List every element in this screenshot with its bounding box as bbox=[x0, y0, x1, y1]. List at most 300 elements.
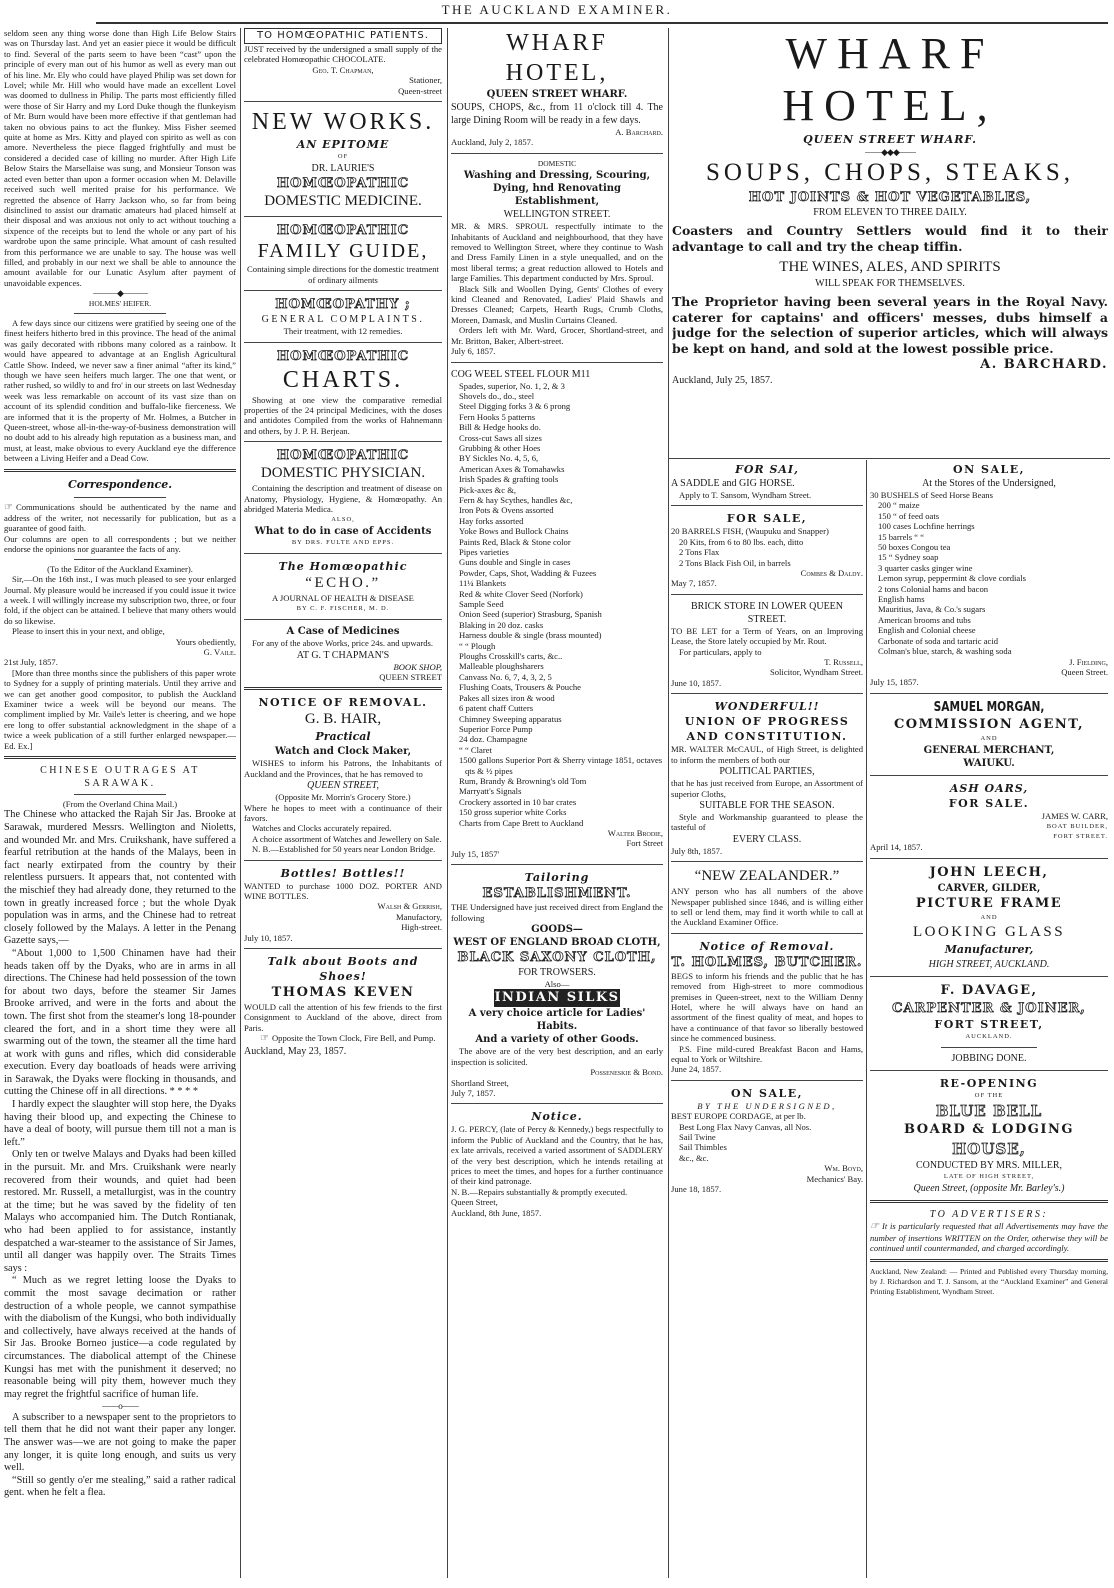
paragraph: Please to insert this in your next, and oblige, bbox=[12, 626, 165, 637]
list-item: Rum, Brandy & Browning's old Tom bbox=[459, 775, 587, 786]
divider-rule bbox=[74, 497, 167, 498]
list-item: Best Long Flax Navy Canvas, all Nos. bbox=[679, 1121, 812, 1132]
paragraph-text: It is particularly requested that all Advertisements may have the number of insertions WRITTEN on the Order, otherwise they will be continued until countermanded, and charged accordingly. bbox=[870, 1221, 1108, 1254]
column-divider bbox=[240, 28, 241, 1578]
dateline: 21st July, 1857. bbox=[4, 657, 58, 668]
ad-headline: TO HOMŒOPATHIC PATIENTS. bbox=[244, 28, 442, 44]
list-item: 150 “ of feed oats bbox=[878, 510, 940, 521]
list-item: 50 boxes Congou tea bbox=[878, 542, 951, 553]
heading: BOARD & LODGING bbox=[904, 1121, 1074, 1137]
heading: WAIUKU. bbox=[963, 758, 1015, 770]
heading: ASH OARS, bbox=[949, 782, 1029, 796]
paragraph: Black Silk and Woollen Dying, Gents' Clothes of every kind Cleaned and Renovated, Ladies' Plaid Shawls and Dresses Cleaned; Carpets, Hearth Rugs, Crumb Cloths, Moreen, Damask, and Muslin Curtains Cleaned. bbox=[451, 283, 663, 325]
heading: ON SALE, bbox=[731, 1086, 803, 1100]
list-item: “ “ Plough bbox=[459, 640, 496, 651]
heading: HOMŒOPATHIC bbox=[276, 176, 410, 192]
paragraph: SOUPS, CHOPS, &c., from 11 o'clock till 4. The large Dining Room will be ready in a few days. bbox=[451, 102, 663, 126]
heading: A very choice article for Ladies' Habits. bbox=[468, 1008, 646, 1033]
list-item: English hams bbox=[878, 594, 925, 605]
heading: F. DAVAGE, bbox=[940, 983, 1038, 999]
heading: ESTABLISHMENT. bbox=[482, 886, 632, 902]
signature-line: BOAT BUILDER, bbox=[1046, 822, 1108, 830]
list-item: Ploughs Crosskill's carts, &c.. bbox=[459, 651, 563, 662]
heading: POLITICAL PARTIES, bbox=[719, 766, 815, 778]
heading: DR. LAURIE'S bbox=[311, 163, 375, 175]
dateline: COG WEEL STEEL FLOUR M11 bbox=[451, 368, 591, 380]
heading: AUCKLAND. bbox=[965, 1033, 1013, 1041]
list-item: 200 “ maize bbox=[878, 500, 920, 511]
list-item: Powder, Caps, Shot, Wadding & Fuzees bbox=[459, 567, 597, 578]
signature-line: A. Barchard. bbox=[615, 127, 663, 137]
divider-rule bbox=[671, 933, 863, 934]
heading: SOUPS, CHOPS, STEAKS, bbox=[705, 159, 1075, 187]
list-item: 2 tons Colonial hams and bacon bbox=[878, 583, 989, 594]
list-item: Marryatt's Signals bbox=[459, 786, 522, 797]
divider-rule bbox=[870, 775, 1108, 776]
paragraph: JUST received by the undersigned a small supply of the celebrated Homœopathic CHOCOLATE. bbox=[244, 44, 442, 65]
heading: G. B. HAIR, bbox=[304, 711, 382, 728]
list-item: Hay forks assorted bbox=[459, 515, 524, 526]
dateline: June 24, 1857. bbox=[671, 1064, 722, 1075]
heading: LOOKING GLASS bbox=[912, 924, 1066, 941]
heading: THOMAS KEVEN bbox=[271, 985, 415, 1001]
divider-rule bbox=[4, 756, 236, 759]
list-item: 100 cases Lochfine herrings bbox=[878, 521, 975, 532]
paragraph bbox=[4, 502, 236, 534]
signature-line: J. Fielding, bbox=[1069, 656, 1108, 667]
signature-line: QUEEN STREET bbox=[379, 671, 442, 682]
dateline: Queen Street, bbox=[451, 1197, 498, 1208]
divider-rule bbox=[451, 864, 663, 865]
paragraph: Showing at one view the comparative remedial properties of the 24 principal Medicines, with the doses and antidotes Compiled from the works of Hahnemann and others, by J. P. H. Berjean. bbox=[244, 394, 442, 436]
list-item: Flushing Coats, Trousers & Pouche bbox=[459, 682, 581, 693]
list-item: American brooms and tubs bbox=[878, 614, 971, 625]
dateline: July 8th, 1857. bbox=[671, 845, 723, 856]
list-item: Red & white Clover Seed (Norfork) bbox=[459, 588, 583, 599]
heading: BRICK STORE IN LOWER QUEEN STREET. bbox=[690, 600, 844, 625]
list-item: Canvass No. 6, 7, 4, 3, 2, 5 bbox=[459, 671, 552, 682]
divider-rule bbox=[74, 313, 167, 314]
paragraph: “ Much as we regret letting loose the Dyaks to commit the most savage decimation or rather destruction of a whole people, we cannot sympathise with the diabolism of the Kungsi, who both individually and collectively, have always received at the hands of Sir Jas. Brooke Borneo justice—a code regulated by circumstances. The diabolical attempt of the Chinese Kungsi has met with the punishment it deserved; no reasonable being will pity them, however much they may regret the frightful sacrifice of human life. bbox=[4, 1275, 236, 1400]
divider-rule bbox=[870, 1259, 1108, 1262]
heading: QUEEN STREET WHARF. bbox=[486, 89, 628, 100]
signature-line: Queen Street. bbox=[1061, 666, 1108, 677]
dateline: July 7, 1857. bbox=[451, 1088, 496, 1099]
heading: (From the Overland China Mail.) bbox=[62, 799, 178, 809]
list-item: Grubbing & other Hoes bbox=[459, 442, 541, 453]
signature-line: FORT STREET. bbox=[1053, 832, 1108, 840]
paragraph: J. G. PERCY, (late of Percy & Kennedy,) begs respectfully to inform the Public of Auckland and the Country, that he has, ex late arrivals, received a varied assortment of SADDLERY of the very best description, which he intends retailing at prices to meet the times, and hopes for a further continuance of their kind patronage. bbox=[451, 1124, 663, 1187]
ad-headline: WHARF HOTEL, bbox=[505, 30, 609, 86]
heading: FORT STREET, bbox=[934, 1018, 1044, 1032]
list-item: Lemon syrup, peppermint & clove cordials bbox=[878, 573, 1026, 584]
ad-headline: NEW WORKS. bbox=[251, 109, 435, 136]
item-list bbox=[671, 537, 863, 568]
signature-line: Posseneskie & Bond. bbox=[590, 1067, 663, 1078]
paragraph: “About 1,000 to 1,500 Chinamen have had their heads taken off by the Dyaks, who are in arms in all directions. The Chinese had held possession of the town for about two days, before the steamer Sir James Brooke arrived, and were in the forts and about the town. The first shot from the steamer's long 18-pounder cleared the fort, and in a short time they were all swarming out of the town, the steamer all the time hard at work with guns and rifles, which did considerable execution. Every day boatloads of heads were arriving in Sarawak, the Dyaks were flocking in thousands, and cutting the Chinese off in all directions. * * * * bbox=[4, 947, 236, 1098]
heading: BY C. F. FISCHER, M. D. bbox=[296, 604, 390, 612]
heading: HOT JOINTS & HOT VEGETABLES, bbox=[748, 190, 1032, 206]
paragraph: For particulars, apply to bbox=[679, 646, 762, 657]
list-item: Iron Pots & Ovens assorted bbox=[459, 505, 554, 516]
heading: EVERY CLASS. bbox=[732, 833, 802, 845]
paragraph: I hardly expect the slaughter will stop here, the Dyaks having their blood up, and expecting the Chinese to have a deal of booty, will pursue them till not a man is left.” bbox=[4, 1099, 236, 1148]
divider-rule bbox=[870, 1200, 1108, 1203]
wharf-hotel-advertisement bbox=[672, 28, 1108, 458]
heading: Watch and Clock Maker, bbox=[274, 746, 412, 758]
list-item: Shovels do., do., steel bbox=[459, 390, 535, 401]
paragraph: A few days since our citizens were gratified by seeing one of the finest heifers hitherto bred in this province. The head of the animal was gaily decorated with ribbons many colored as a rainbow. It would have appeared to advantage at an English Agricultural Cattle Show. Indeed, we never saw a finer animal “after its kind,” though we have seen heifers much larger. The one that went, or rather rushed, so wildly to and fro' in our streets on last Wednesday week was less remarkable on account of its vast size than on account of its splendid condition and buffalo-like fierceness. We are informed that it is the property of Mr. Holmes, a Butcher in Queen-street, whose all-in-the-way-of-business demonstration will no doubt add to his already high reputation as a business man, and must, at least, make obvious to every Auckland eye the difference between a Living Heifer and a Dead Cow. bbox=[4, 317, 236, 464]
column-divider bbox=[447, 28, 448, 1578]
heading: Queen Street, (opposite Mr. Barley's.) bbox=[913, 1183, 1065, 1195]
paragraph: WANTED to purchase 1000 DOZ. PORTER AND WINE BOTTLES. bbox=[244, 880, 442, 901]
list-item: 1500 gallons Superior Port & Sherry vintage 1851, octaves qts & ½ pipes bbox=[459, 755, 663, 776]
heading: (Opposite Mr. Morrin's Grocery Store.) bbox=[275, 792, 411, 803]
heading: OF bbox=[337, 153, 349, 161]
divider-rule bbox=[244, 948, 442, 949]
paragraph: seldom seen any thing worse done than High Life Below Stairs was on Thursday last. And yet an easier piece it would be difficult to find. Several of the parts seem to have been “cast” upon the principle of every man out of his humor as well as every man out of his line. Mr. Ely who could have played Philip was set down for Lovel; while Mr. Hill who would have made an excellent Lovel was doomed to dullness in Philip. The parts most efficiently filled were those of Sir Harry and my Lord Duke though the flunkeyism of Mr. Burn would have been more effective if that gentleman had taken no obvious pains to act the flunkey. Miss Fisher seemed quite at home as Mrs. Kitty and played con spirito as well as con amore. Nevertheless the piece flagged frightfully and must be considered a decided case of killing no murder. After High Life Below Stairs the Marsellaise was sung, and Monsieur Tonson was acted even better than upon a former occasion when M. Delaville received such well merited praise for his performance. We regretted the absence of Harry Jackson who, so far from being disinclined to assist our dramatic amateurs had placed himself at their disposal and was anxious not only to act without touching a sixpence of the receipts but to lend the whole or any part of his wardrobe upon the same principle. What amount of cash resulted from this performance we are unable to say. The house was well filled, and probably in our next we shall be able to announce the amount available for our Lunatic Asylum after payment of unavoidable expences. bbox=[4, 28, 236, 288]
dateline: Auckland, July 2, 1857. bbox=[451, 137, 534, 148]
heading: CHARTS. bbox=[282, 366, 404, 393]
masthead-title: THE AUCKLAND EXAMINER. bbox=[441, 2, 673, 17]
heading: HOMŒOPATHY ; bbox=[275, 297, 411, 313]
paragraph: TO BE LET for a Term of Years, on an Improving Lease, the Store lately occupied by Mr. Rout. bbox=[671, 625, 863, 647]
list-item: Fern & hay Scythes, handles &c, bbox=[459, 494, 573, 505]
heading: Containing simple directions for the domestic treatment of ordinary ailments bbox=[247, 264, 439, 285]
heading: Also— bbox=[544, 979, 570, 989]
dateline: May 7, 1857. bbox=[671, 578, 717, 589]
paragraph: The above are of the very best description, and an early inspection is solicited. bbox=[451, 1046, 663, 1067]
paragraph: BEGS to inform his friends and the public that he has removed from High-street to more commodious premises in Queen-street, next to the William Denny Hotel, where he will always have on hand an assortment of the finest quality of meat, and hopes to have a continuance of that favor so liberally bestowed since he commenced business. bbox=[671, 970, 863, 1044]
paragraph: ANY person who has all numbers of the above Newspaper published since 1846, and is willing either to sell or lend them, may find it worth while to call at the Auckland Examiner Office. bbox=[671, 886, 863, 928]
paragraph bbox=[870, 1221, 1108, 1253]
ad-divider bbox=[668, 458, 1110, 459]
heading: And a variety of other Goods. bbox=[475, 1034, 639, 1046]
signature-line: Solicitor, Wyndham Street. bbox=[769, 667, 863, 678]
list-item: Harness double & single (brass mounted) bbox=[459, 630, 602, 641]
signature-line: JAMES W. CARR, bbox=[1041, 811, 1108, 822]
dateline: June 10, 1857. bbox=[671, 677, 722, 688]
paragraph: BEST EUROPE CORDAGE, at per lb. bbox=[671, 1111, 806, 1122]
ornament-divider: ——o—— bbox=[102, 1401, 138, 1412]
list-item: Fern Hooks 5 patterns bbox=[459, 411, 536, 422]
divider-rule bbox=[870, 693, 1108, 694]
paragraph-text: Communications should be authenticated by the name and address of the writer, not necessarily for publication, but as a guarantee of good faith. bbox=[4, 501, 236, 534]
heading: Washing and Dressing, Scouring, Dying, hnd Renovating Establishment, bbox=[463, 170, 651, 208]
signature-line: Walter Brodie, bbox=[607, 827, 663, 838]
list-item: American Axes & Tomahawks bbox=[459, 463, 565, 474]
heading: A Case of Medicines bbox=[286, 626, 400, 638]
list-item: Guns double and Single in cases bbox=[459, 557, 571, 568]
divider-rule bbox=[74, 559, 167, 560]
divider-rule bbox=[244, 687, 442, 690]
list-item: Sample Seed bbox=[459, 599, 504, 610]
list-item: Colman's blue, starch, & washing soda bbox=[878, 646, 1012, 657]
paragraph: A choice assortment of Watches and Jewellery on Sale. bbox=[252, 833, 442, 844]
signature-line: A. BARCHARD. bbox=[980, 357, 1108, 373]
heading: HOMŒOPATHIC bbox=[276, 223, 410, 239]
paragraph: MR. WALTER McCAUL, of High Street, is delighted to inform the members of both our bbox=[671, 744, 863, 765]
dateline: Auckland, 8th June, 1857. bbox=[451, 1207, 542, 1218]
ornament-divider: ——◆◆◆—— bbox=[865, 147, 915, 157]
signature-line: BOOK SHOP, bbox=[393, 661, 442, 672]
list-item: Malleable ploughsharers bbox=[459, 661, 544, 672]
divider-rule bbox=[451, 1103, 663, 1104]
paragraph: [More than three months since the publishers of this paper wrote to Sydney for a supply of printing materials. Until they arrive and we can get another good compositor, to publish the Auckland Examiner twice a week will be beyond our means. The compliment implied by Mr. Vaile's letter is cheering, and we hope ere long to offer substantial acknowledgment in the shape of a twice a week publication of a still further enlarged newspaper.—Ed. Ex.] bbox=[4, 667, 236, 751]
divider-rule bbox=[244, 619, 442, 620]
list-item: Blaking in 20 doz. casks bbox=[459, 619, 544, 630]
paragraph: WOULD call the attention of his few friends to the first Consignment to Auckland of the above, direct from Paris. bbox=[244, 1002, 442, 1033]
heading: RE-OPENING bbox=[939, 1076, 1039, 1090]
heading: JOBBING DONE. bbox=[951, 1052, 1027, 1064]
paragraph: The Chinese who attacked the Rajah Sir Jas. Brooke at Sarawak, murdered Messrs. Wellington and Nioletts, and wounded Mr. and Mrs. Cruikshank, have suffered a fearful retribution at the hands of the Malays, been in fact nearly extirpated from the country by their relentless pursuers. It appears that, not contented with the mischief they had already done, they returned to the town in greatly increased force ; but the whole Dyak population was in arms, and the Chinese had to retreat closely followed by the Malays. A letter in the Penang Gazette says,— bbox=[4, 809, 236, 947]
pointing-hand-icon: ☞ bbox=[4, 501, 13, 513]
list-item: Spades, superior, No. 1, 2, & 3 bbox=[459, 380, 565, 391]
heading: FOR SALE. bbox=[948, 797, 1030, 811]
divider-rule bbox=[941, 1047, 1036, 1048]
list-item: BY Sickles No. 4, 5, 6, bbox=[459, 453, 539, 464]
list-item: Paints Red, Black & Stone color bbox=[459, 536, 571, 547]
heading: The Homœopathic bbox=[278, 560, 408, 574]
divider-rule bbox=[244, 860, 442, 861]
divider-rule bbox=[671, 594, 863, 595]
list-item: “ “ Claret bbox=[459, 744, 492, 755]
paragraph: A subscriber to a newspaper sent to the proprietors to tell them that he did not want their paper any longer. The answer was—we are not going to make the paper any longer, it is quite long enough, and suits us very well. bbox=[4, 1411, 236, 1474]
list-item: Yoke Bows and Bullock Chains bbox=[459, 526, 569, 537]
heading: “ECHO.” bbox=[305, 575, 381, 592]
dateline: June 18, 1857. bbox=[671, 1184, 722, 1195]
heading: Manufacturer, bbox=[944, 943, 1034, 957]
heading: PICTURE FRAME bbox=[915, 895, 1063, 911]
heading: AT G. T CHAPMAN'S bbox=[296, 649, 390, 661]
list-item: Onion Seed (superior) Strasburg, Spanish bbox=[459, 609, 602, 620]
paragraph: Containing the description and treatment of disease on Anatomy, Physiology, Hygiene, & Homœopathy. An abridged Materia Medica. bbox=[244, 483, 442, 515]
paragraph: Only ten or twelve Malays and Dyaks had been killed in the pursuit. Mr. and Mrs. Cruikshank were nearly recovered from their wounds, and quiet had been restored. Mr. Russell, a metallurgist, was in the country at the time; but he was saved by the fidelity of ten Malays who accompanied him. The Dutch Rontianak, who had been applied to for assistance, instantly despatched a war-steamer to the assistance of Sir James, until all danger was happily over. The Straits Times says : bbox=[4, 1149, 236, 1274]
heading: HOMŒOPATHIC bbox=[276, 348, 410, 364]
paragraph: 30 BUSHELS of Seed Horse Beans bbox=[870, 490, 993, 500]
paragraph: P.S. Fine mild-cured Breakfast Bacon and Hams, equal to York or Wiltshire. bbox=[671, 1043, 863, 1064]
paragraph: 20 BARRELS FISH, (Waupuku and Snapper) bbox=[671, 526, 829, 537]
column-3-advertisements bbox=[451, 28, 663, 1584]
paragraph: For any of the above Works, price 24s. and upwards. bbox=[252, 638, 434, 649]
paragraph: Sir,—On the 16th inst., I was much pleased to see your enlarged Journal. My pleasure would be increased if you could issue it twice a week. I will willingly increase my subscription two, three, or four fold, if the object can be attained. I believe that many others would do so likewise. bbox=[4, 574, 236, 626]
divider-rule bbox=[451, 153, 663, 154]
heading: DOMESTIC PHYSICIAN. bbox=[260, 465, 426, 482]
divider-rule bbox=[870, 1070, 1108, 1071]
paragraph: WISHES to inform his Patrons, the Inhabitants of Auckland and the Provinces, that he has removed to bbox=[244, 758, 442, 779]
signature-line: High-street. bbox=[401, 922, 442, 933]
heading: QUEEN STREET WHARF. bbox=[803, 133, 977, 146]
ornament-divider: ———◆——— bbox=[93, 288, 147, 299]
paragraph: that he has just received from Europe, an Assortment of superior Cloths, bbox=[671, 778, 863, 799]
heading: HIGH STREET, AUCKLAND. bbox=[928, 959, 1050, 971]
column-divider bbox=[668, 28, 669, 1578]
heading: Talk about Boots and Shoes! bbox=[267, 955, 419, 984]
paragraph: Coasters and Country Settlers would find it to their advantage to call and try the cheap tiffin. bbox=[672, 223, 1108, 254]
pointing-hand-icon: ☞ bbox=[870, 1221, 879, 1233]
list-item: Bill & Hedge hooks do. bbox=[459, 422, 541, 433]
list-item: Pipes varieties bbox=[459, 547, 509, 557]
dateline: April 14, 1857. bbox=[870, 842, 923, 853]
masthead-rule bbox=[96, 22, 1108, 24]
divider-rule bbox=[451, 362, 663, 363]
heading: HOLMES' HEIFER. bbox=[88, 298, 152, 308]
signature-line: Stationer, bbox=[409, 75, 442, 86]
heading: AN EPITOME bbox=[296, 138, 390, 152]
divider-rule bbox=[74, 794, 167, 795]
heading: SUITABLE FOR THE SEASON. bbox=[699, 799, 835, 811]
signature-line: Wm. Boyd, bbox=[824, 1163, 863, 1174]
paragraph: Our columns are open to all correspondents ; but we neither endorse the opinions nor guarantee the facts of any. bbox=[4, 533, 236, 555]
heading: WILL SPEAK FOR THEMSELVES. bbox=[815, 278, 965, 290]
paragraph: “Still so gently o'er me stealing,” said a rather radical gent. when he felt a flea. bbox=[4, 1474, 236, 1499]
paragraph: Watches and Clocks accurately repaired. bbox=[252, 823, 392, 834]
heading: DOMESTIC MEDICINE. bbox=[264, 193, 422, 210]
heading: FAMILY GUIDE, bbox=[257, 240, 429, 263]
dateline: Auckland, July 25, 1857. bbox=[672, 375, 773, 387]
signature-line: Yours obediently, bbox=[175, 636, 236, 647]
ad-headline: NOTICE OF REMOVAL. bbox=[258, 696, 428, 710]
heading: CARPENTER & JOINER, bbox=[892, 1001, 1086, 1017]
heading: Practical bbox=[315, 730, 371, 744]
divider-rule bbox=[671, 505, 863, 506]
heading: BY THE UNDERSIGNED, bbox=[697, 1100, 837, 1111]
heading: HOMŒOPATHIC bbox=[276, 448, 410, 464]
heading: Bottles! Bottles!! bbox=[280, 866, 406, 880]
heading: CONDUCTED BY MRS. MILLER, bbox=[915, 1159, 1063, 1171]
paragraph: THE Undersigned have just received direct from England the following bbox=[451, 902, 663, 923]
list-item: Carbonate of soda and tartaric acid bbox=[878, 635, 999, 646]
divider-rule bbox=[244, 342, 442, 343]
section-heading-correspondence: Correspondence. bbox=[67, 477, 173, 491]
heading: Notice of Removal. bbox=[699, 939, 835, 953]
paragraph: Where he hopes to meet with a continuance of their favors. bbox=[244, 802, 442, 823]
pointing-hand-icon: ☞ bbox=[260, 1033, 269, 1045]
heading: GOODS— bbox=[531, 924, 583, 935]
ad-headline: WHARF HOTEL, bbox=[782, 29, 998, 130]
heading: AND bbox=[980, 913, 998, 921]
divider-rule bbox=[671, 1080, 863, 1081]
list-item: Pakes all sizes iron & wood bbox=[459, 692, 555, 703]
inverse-heading bbox=[451, 989, 663, 1007]
dateline: July 15, 1857. bbox=[870, 677, 919, 688]
list-item: English and Colonial cheese bbox=[878, 625, 976, 636]
heading: A JOURNAL OF HEALTH & DISEASE bbox=[272, 593, 414, 604]
list-item: Sail Twine bbox=[679, 1132, 716, 1143]
paragraph: N. B.—Repairs substantially & promptly executed. bbox=[451, 1186, 628, 1197]
list-item: 15 barrels “ “ bbox=[878, 531, 925, 542]
heading: WEST OF ENGLAND BROAD CLOTH, bbox=[453, 937, 661, 948]
item-list bbox=[671, 1122, 863, 1164]
heading: What to do in case of Accidents bbox=[254, 525, 432, 537]
heading: FOR SALE, bbox=[726, 512, 808, 526]
paragraph-text: Opposite the Town Clock, Fire Bell, and Pump. bbox=[271, 1033, 436, 1044]
list-item: Irish Spades & grafting tools bbox=[459, 474, 559, 485]
list-item: 150 gross superior white Corks bbox=[459, 807, 567, 818]
heading: BY DRS. FULTE AND EPPS. bbox=[291, 538, 395, 546]
list-item: Steel Digging forks 3 & 6 prong bbox=[459, 401, 571, 412]
heading: ALSO, bbox=[331, 515, 355, 523]
signature-line: Manufactory, bbox=[396, 911, 442, 922]
column-2-advertisements bbox=[244, 28, 442, 1584]
heading: JOHN LEECH, bbox=[929, 864, 1049, 880]
dateline: Shortland Street, bbox=[451, 1077, 509, 1088]
column-1-news bbox=[4, 28, 236, 1584]
list-item: 6 patent chaff Cutters bbox=[459, 703, 534, 714]
heading: Their treatment, with 12 remedies. bbox=[283, 326, 403, 337]
divider-rule bbox=[870, 976, 1108, 977]
heading: FOR TROWSERS. bbox=[518, 967, 596, 978]
heading: WELLINGTON STREET. bbox=[503, 209, 611, 221]
list-item: Crockery assorted in 10 bar crates bbox=[459, 796, 577, 807]
heading: SAMUEL MORGAN, bbox=[933, 699, 1045, 715]
list-item: Mauritius, Java, & Co.'s sugars bbox=[878, 604, 986, 615]
heading: THE WINES, ALES, AND SPIRITS bbox=[779, 259, 1001, 276]
paragraph bbox=[244, 1033, 442, 1044]
heading: FOR SAI, bbox=[735, 463, 799, 476]
list-item: Pick-axes &c &, bbox=[459, 484, 517, 495]
article-headline: CHINESE OUTRAGES AT SARAWAK. bbox=[40, 765, 200, 789]
heading: ON SALE, bbox=[953, 463, 1025, 476]
paragraph: Apply to T. Sansom, Wyndham Street. bbox=[679, 490, 812, 500]
list-item: Sail Thimbles bbox=[679, 1142, 727, 1153]
heading: CARVER, GILDER, bbox=[937, 882, 1041, 894]
item-list bbox=[451, 381, 663, 828]
list-item: 24 doz. Champagne bbox=[459, 734, 528, 745]
heading: OF THE bbox=[974, 1091, 1004, 1099]
inverse-heading-text: INDIAN SILKS bbox=[494, 990, 620, 1006]
paragraph: A SADDLE and GIG HORSE. bbox=[671, 478, 795, 489]
signature-line: Fort Street bbox=[626, 838, 663, 849]
list-item: Cross-cut Saws all sizes bbox=[459, 432, 542, 443]
heading: BLACK SAXONY CLOTH, bbox=[457, 950, 657, 965]
heading: “NEW ZEALANDER.” bbox=[694, 868, 840, 885]
list-item: 20 Kits, from 6 to 80 lbs. each, ditto bbox=[679, 536, 804, 547]
signature-line: G. Vaile. bbox=[203, 646, 236, 657]
heading: HOUSE, bbox=[952, 1139, 1026, 1158]
dateline: Auckland, May 23, 1857. bbox=[244, 1045, 347, 1057]
list-item: Superior Force Pump bbox=[459, 723, 533, 734]
divider-rule bbox=[244, 101, 442, 102]
signature-line: Queen-street bbox=[398, 85, 442, 96]
dateline: July 15, 1857' bbox=[451, 848, 500, 859]
paragraph: Style and Workmanship guaranteed to please the tasteful of bbox=[671, 811, 863, 833]
heading: WONDERFUL!! bbox=[714, 700, 820, 714]
heading: GENERAL COMPLAINTS. bbox=[261, 314, 425, 326]
list-item: Chimney Sweeping apparatus bbox=[459, 713, 562, 724]
heading: AND bbox=[980, 734, 998, 742]
dateline: July 6, 1857. bbox=[451, 346, 496, 357]
heading: (To the Editor of the Auckland Examiner). bbox=[47, 563, 193, 574]
list-item: 3 quarter casks ginger wine bbox=[878, 562, 973, 573]
signature-line: T. Russell, bbox=[824, 657, 863, 668]
divider-rule bbox=[244, 290, 442, 291]
heading: FROM ELEVEN TO THREE DAILY. bbox=[813, 207, 967, 219]
heading: Geo. T. Chapman, bbox=[312, 64, 374, 75]
heading: Tailoring bbox=[524, 871, 590, 885]
divider-rule bbox=[870, 858, 1108, 859]
divider-rule bbox=[671, 861, 863, 862]
list-item: &c., &c. bbox=[679, 1152, 709, 1163]
paragraph: The Proprietor having been several years in the Royal Navy. caterer for captains' and officers' messes, dubs himself a judge for the selection of superior articles, which will always be kept on hand, and sold at the lowest possible price. bbox=[672, 294, 1108, 356]
heading: UNION OF PROGRESS AND CONSTITUTION. bbox=[684, 715, 850, 744]
list-item: 2 Tons Flax bbox=[679, 547, 720, 558]
heading: At the Stores of the Undersigned, bbox=[922, 478, 1056, 489]
heading: Notice. bbox=[531, 1110, 583, 1124]
list-item: 2 Tons Black Fish Oil, in barrels bbox=[679, 557, 791, 568]
heading: LATE OF HIGH STREET, bbox=[943, 1172, 1035, 1180]
column-divider bbox=[866, 460, 867, 1578]
